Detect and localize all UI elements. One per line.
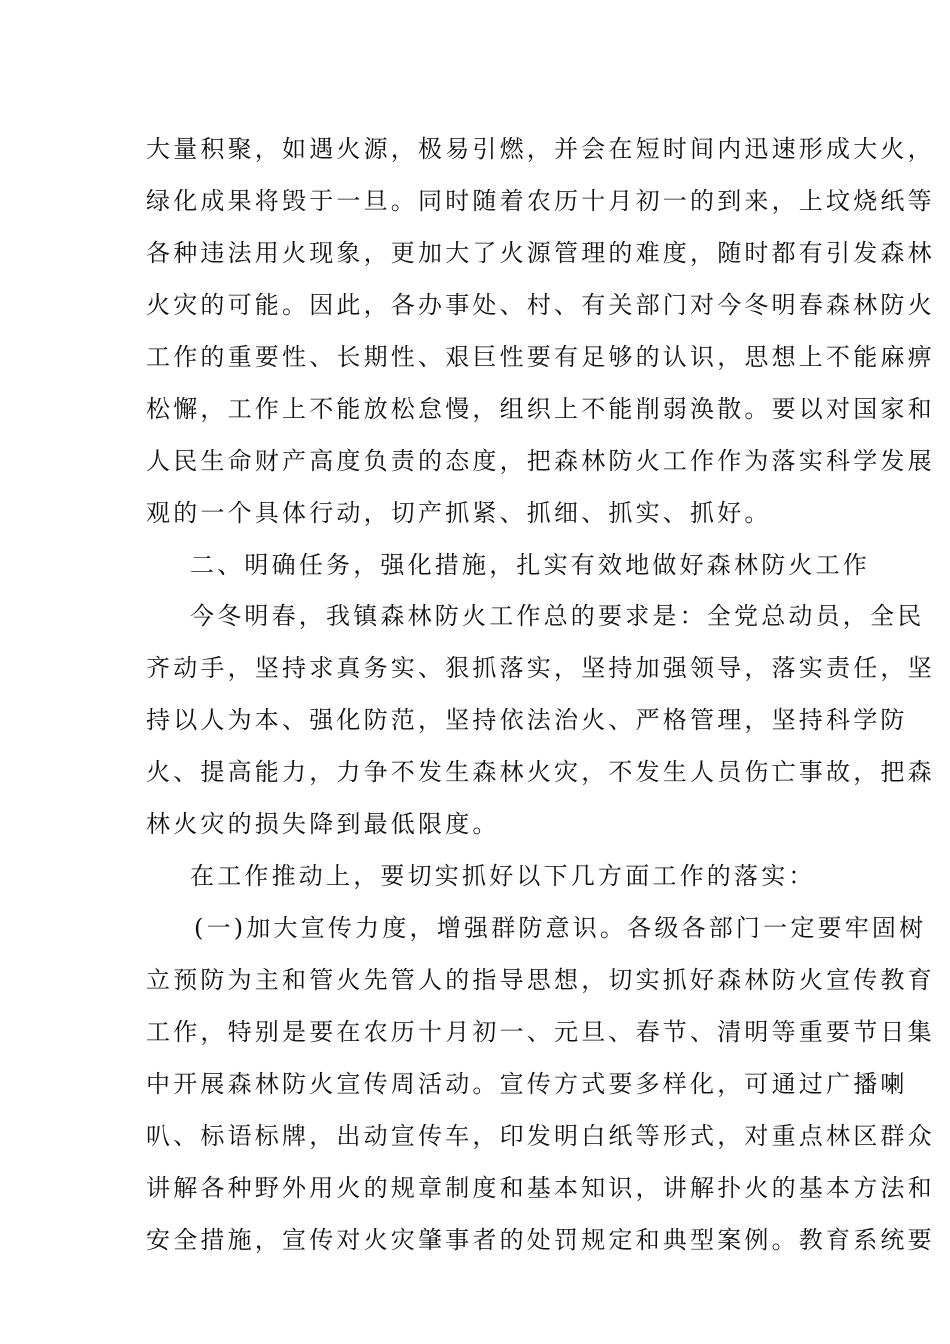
paragraph-line: 叭、标语标牌，出动宣传车，印发明白纸等形式，对重点林区群众	[146, 1122, 935, 1150]
paragraph-line: 工作的重要性、长期性、艰巨性要有足够的认识，思想上不能麻痹	[146, 343, 935, 371]
paragraph-line: 松懈，工作上不能放松怠慢，组织上不能削弱涣散。要以对国家和	[146, 395, 935, 423]
paragraph-line: 火灾的可能。因此，各办事处、村、有关部门对今冬明春森林防火	[146, 291, 935, 319]
paragraph-line: 安全措施，宣传对火灾肇事者的处罚规定和典型案例。教育系统要	[146, 1226, 935, 1254]
paragraph-line: 绿化成果将毁于一旦。同时随着农历十月初一的到来，上坟烧纸等	[146, 187, 935, 215]
paragraph-line: 中开展森林防火宣传周活动。宣传方式要多样化，可通过广播喇	[146, 1070, 908, 1098]
paragraph-line: 人民生命财产高度负责的态度，把森林防火工作作为落实科学发展	[146, 447, 935, 475]
subsection-line: (一)加大宣传力度，增强群防意识。各级各部门一定要牢固树	[194, 914, 927, 942]
paragraph-line: 观的一个具体行动，切产抓紧、抓细、抓实、抓好。	[146, 499, 772, 527]
paragraph-line: 讲解各种野外用火的规章制度和基本知识，讲解扑火的基本方法和	[146, 1174, 935, 1202]
paragraph-line: 林火灾的损失降到最低限度。	[146, 810, 500, 838]
paragraph-line: 工作，特别是要在农历十月初一、元旦、春节、清明等重要节日集	[146, 1018, 935, 1046]
paragraph-line: 各种违法用火现象，更加大了火源管理的难度，随时都有引发森林	[146, 239, 935, 267]
section-heading: 二、明确任务，强化措施，扎实有效地做好森林防火工作	[190, 551, 870, 579]
paragraph-line: 持以人为本、强化防范，坚持依法治火、严格管理，坚持科学防	[146, 706, 908, 734]
paragraph-line: 齐动手，坚持求真务实、狠抓落实，坚持加强领导，落实责任，坚	[146, 654, 935, 682]
paragraph-line: 今冬明春，我镇森林防火工作总的要求是：全党总动员，全民	[190, 602, 925, 630]
paragraph-line: 火、提高能力，力争不发生森林火灾，不发生人员伤亡事故，把森	[146, 758, 935, 786]
paragraph-line: 在工作推动上，要切实抓好以下几方面工作的落实：	[190, 862, 816, 890]
paragraph-line: 立预防为主和管火先管人的指导思想，切实抓好森林防火宣传教育	[146, 966, 935, 994]
paragraph-line: 大量积聚，如遇火源，极易引燃，并会在短时间内迅速形成大火，	[146, 135, 935, 163]
